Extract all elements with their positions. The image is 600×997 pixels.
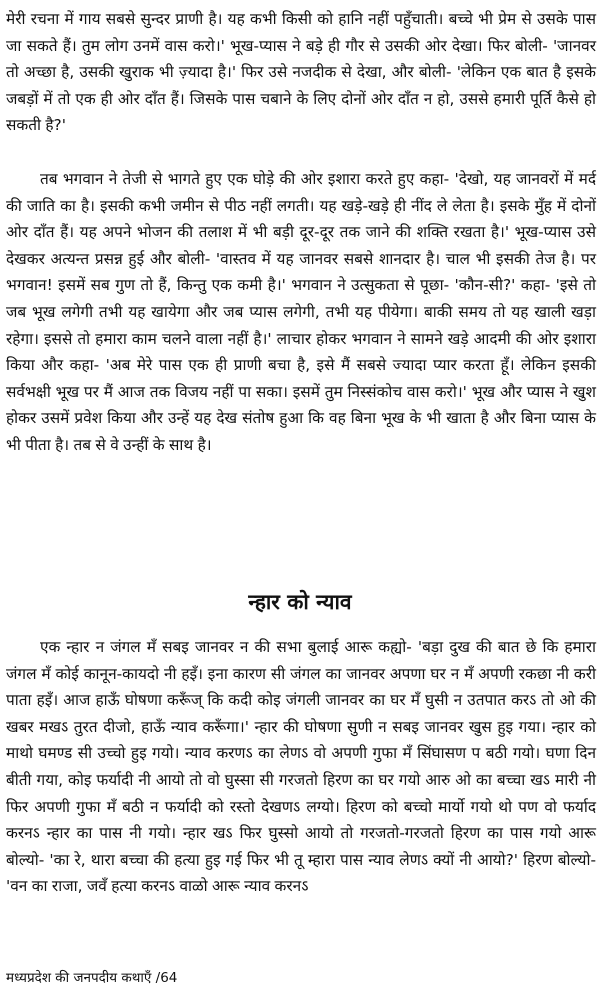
story-title: न्हार को न्याव	[248, 590, 352, 614]
paragraph-continuation: मेरी रचना में गाय सबसे सुन्दर प्राणी है। यह कभी किसी को हानि नहीं पहुँचाती। बच्चे भी प्रेम से उसके पास जा सकते हैं। तुम लोग उनमें वास करो।' भूख-प्यास ने बड़े ही गौर से उसकी ओर देखा। फिर बोली- 'जानवर तो अच्छा है, उसकी खुराक भी ज़्यादा है।' फिर उसे नजदीक से देखा, और बोली- 'लेकिन एक बात है इसके जबड़ों में तो एक ही ओर दाँत हैं। जिसके पास चबाने के लिए दोनों ओर दाँत न हो, उससे हमारी पूर्ति कैसे हो सकती है?'	[6, 10, 596, 135]
paragraph-horse: तब भगवान ने तेजी से भागते हुए एक घोड़े की ओर इशारा करते हुए कहा- 'देखो, यह जानवरों में मर्द की जाति का है। इसकी कभी जमीन से पीठ नहीं लगती। यह खड़े-खड़े ही नींद ले लेता है। इसके मुँह में दोनों ओर दाँत हैं। यह अपने भोजन की तलाश में भी बड़ी दूर-दूर तक जाने की शक्ति रखता है।' भूख-प्यास उसे देखकर अत्यन्त प्रसन्न हुई और बोली- 'वास्तव में यह जानवर सबसे शानदार है। चाल भी इसकी तेज है। पर भगवान! इसमें सब गुण तो हैं, किन्तु एक कमी है।' भगवान ने उत्सुकता से पूछा- 'कौन-सी?' कहा- 'इसे तो जब भूख लगेगी तभी यह खायेगा और जब प्यास लगेगी, तभी यह पीयेगा। बाकी समय तो यह खाली खड़ा रहेगा। इससे तो हमारा काम चलने वाला नहीं है।' लाचार होकर भगवान ने सामने खड़े आदमी की ओर इशारा किया और कहा- 'अब मेरे पास एक ही प्राणी बचा है, इसे मैं सबसे ज्यादा प्यार करता हूँ। लेकिन इसकी सर्वभक्षी भूख पर मैं आज तक विजय नहीं पा सका। इसमें तुम निस्संकोच वास करो।' भूख और प्यास ने खुश होकर उसमें प्रवेश किया और उन्हें यह देख संतोष हुआ कि वह बिना भूख के भी खाता है और बिना प्यास के भी पीता है। तब से वे उन्हीं के साथ है।	[6, 170, 596, 454]
paragraph-story: एक न्हार न जंगल मँ सबइ जानवर न की सभा बुलाई आरू कह्यो- 'बड़ा दुख की बात छे कि हमारा जंगल मँ कोई कानून-कायदो नी हइँ। इना कारण सी जंगल का जानवर अपणा घर न मँ अपणी रकछा नी करी पाता हइँ। आज हाऊँ घोषणा करूँज् कि कदी कोइ जंगली जानवर का घर मँ घुसी न उतपात करऽ तो ओ की खबर मखऽ तुरत दीजो, हाऊँ न्याव करूँगा।' न्हार की घोषणा सुणी न सबइ जानवर खुस हुइ गया। न्हार को माथो घमण्ड सी उच्चो हुइ गयो। न्याव करणऽ का लेणऽ वो अपणी गुफा मँ सिंघासण प बठी गयो। घणा दिन बीती गया, कोइ फर्यादी नी आयो तो वो घुस्सा सी गरजतो हिरण का घर गयो आरु ओ का बच्चा खऽ मारी नी फिर अपणी गुफा मँ बठी न फर्यादी को रस्तो देखणऽ लग्यो। हिरण को बच्चो मार्यो गयो थो पण वो फर्याद करनऽ न्हार का पास नी गयो। न्हार खऽ फिर घुस्सो आयो तो गरजतो-गरजतो हिरण का पास गयो आरू बोल्यो- 'का रे, थारा बच्चा की हत्या हुइ गई फिर भी तू म्हारा पास न्याव लेणऽ क्यों नी आयो?' हिरण बोल्यो- 'वन का राजा, जवँ हत्या करनऽ वाळो आरू न्याव करनऽ	[6, 638, 596, 896]
page-footer: मध्यप्रदेश की जनपदीय कथाएँ /64	[6, 970, 178, 986]
